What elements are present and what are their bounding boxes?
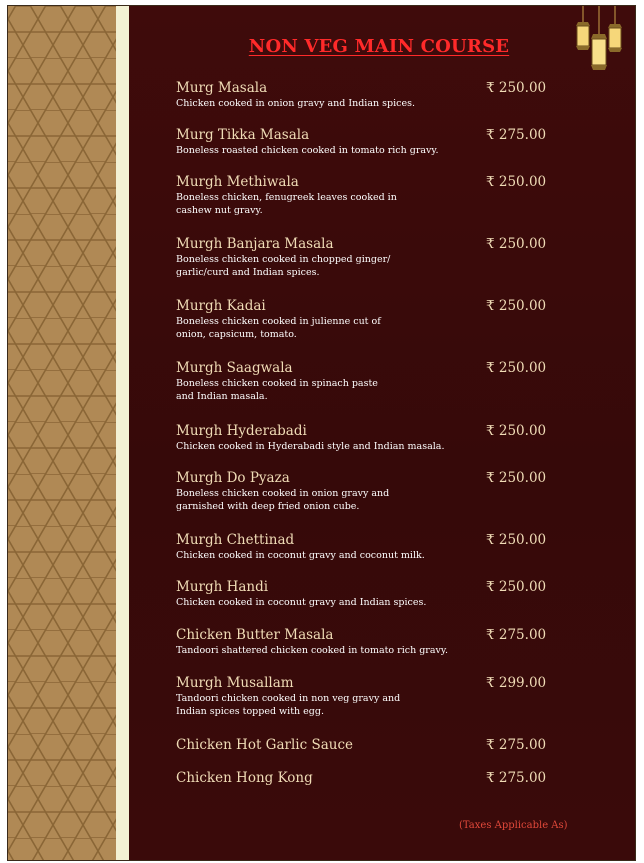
taxes-note: (Taxes Applicable As) — [459, 820, 568, 831]
item-name: Murgh Do Pyaza — [176, 470, 290, 486]
item-description: Boneless chicken cooked in onion gravy and garnished with deep fried onion cube. — [176, 488, 390, 512]
menu-item — [176, 236, 616, 279]
menu-item — [176, 470, 616, 513]
item-name: Murgh Saagwala — [176, 360, 293, 376]
item-name: Murgh Kadai — [176, 298, 266, 314]
item-description: Chicken cooked in Hyderabadi style and Indian masala. — [176, 441, 445, 452]
item-price: ₹ 250.00 — [486, 80, 547, 96]
menu-page — [7, 5, 636, 861]
item-price: ₹ 275.00 — [486, 737, 547, 753]
menu-item — [176, 737, 616, 754]
item-price: ₹ 250.00 — [486, 298, 547, 314]
item-description: Boneless roasted chicken cooked in tomato rich gravy. — [176, 145, 439, 156]
item-price: ₹ 275.00 — [486, 127, 547, 143]
menu-panel — [129, 6, 635, 860]
item-name: Chicken Butter Masala — [176, 627, 334, 643]
menu-item — [176, 80, 616, 110]
menu-item — [176, 579, 616, 609]
honeycomb-pattern — [8, 6, 116, 860]
item-description: Chicken cooked in onion gravy and Indian spices. — [176, 98, 415, 109]
item-description: Tandoori shattered chicken cooked in tomato rich gravy. — [176, 645, 448, 656]
menu-item — [176, 627, 616, 657]
item-description: Chicken cooked in coconut gravy and Indian spices. — [176, 597, 427, 608]
item-price: ₹ 250.00 — [486, 423, 547, 439]
item-name: Murgh Chettinad — [176, 532, 295, 548]
menu-item — [176, 423, 616, 453]
item-name: Murgh Hyderabadi — [176, 423, 307, 439]
item-price: ₹ 250.00 — [486, 579, 547, 595]
item-price: ₹ 275.00 — [486, 627, 547, 643]
item-description: Boneless chicken, fenugreek leaves cooked in cashew nut gravy. — [176, 192, 397, 216]
item-price: ₹ 275.00 — [486, 770, 547, 786]
item-name: Chicken Hot Garlic Sauce — [176, 737, 353, 753]
menu-item — [176, 532, 616, 562]
item-price: ₹ 250.00 — [486, 360, 547, 376]
item-price: ₹ 250.00 — [486, 174, 547, 190]
item-name: Murgh Musallam — [176, 675, 294, 691]
page-title: NON VEG MAIN COURSE — [248, 36, 510, 57]
item-description: Chicken cooked in coconut gravy and coconut milk. — [176, 550, 425, 561]
item-price: ₹ 250.00 — [486, 470, 547, 486]
item-description: Boneless chicken cooked in chopped ginger/ garlic/curd and Indian spices. — [176, 254, 391, 278]
cream-border-strip — [116, 6, 129, 860]
menu-item — [176, 360, 616, 403]
menu-item — [176, 174, 616, 217]
menu-item — [176, 298, 616, 341]
item-description: Tandoori chicken cooked in non veg gravy and Indian spices topped with egg. — [176, 693, 401, 717]
hanging-lanterns-icon — [573, 6, 627, 86]
item-price: ₹ 299.00 — [486, 675, 547, 691]
item-name: Chicken Hong Kong — [176, 770, 313, 786]
menu-item — [176, 127, 616, 157]
item-price: ₹ 250.00 — [486, 236, 547, 252]
item-name: Murgh Methiwala — [176, 174, 299, 190]
item-description: Boneless chicken cooked in spinach paste and Indian masala. — [176, 378, 378, 402]
item-name: Murg Masala — [176, 80, 268, 96]
item-description: Boneless chicken cooked in julienne cut of onion, capsicum, tomato. — [176, 316, 381, 340]
menu-item — [176, 770, 616, 787]
menu-item — [176, 675, 616, 718]
item-name: Murg Tikka Masala — [176, 127, 310, 143]
item-name: Murgh Handi — [176, 579, 269, 595]
item-name: Murgh Banjara Masala — [176, 236, 334, 252]
item-price: ₹ 250.00 — [486, 532, 547, 548]
